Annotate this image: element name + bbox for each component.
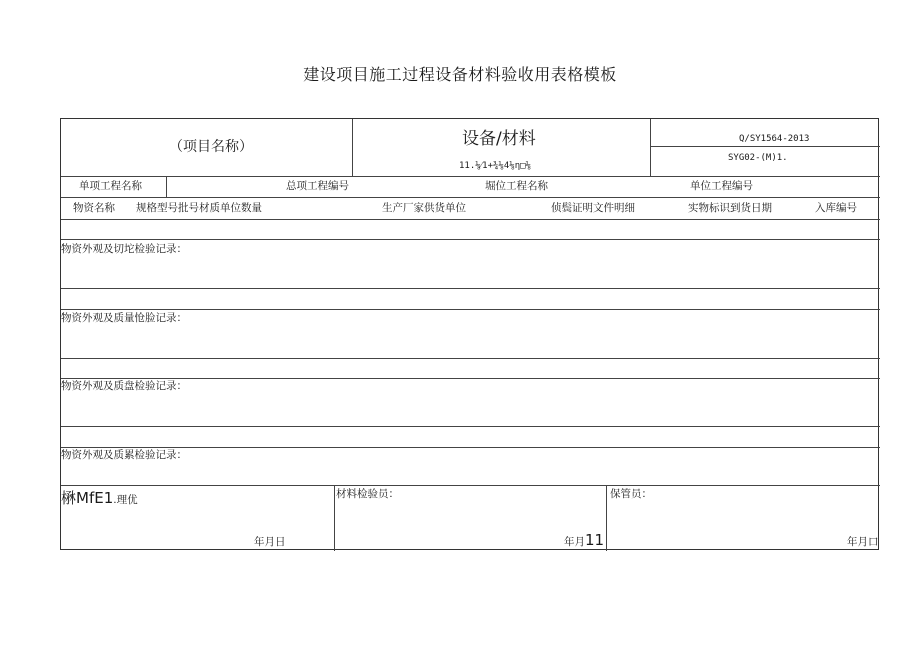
middle-date-text: 年月 [564,536,585,548]
info-col-divider [166,176,167,197]
row-divider [61,219,880,220]
header-col-divider [352,119,353,176]
row-divider [61,447,880,448]
row-divider [61,378,880,379]
left-signature-text: 楙MfE1 [61,489,114,507]
header-divider [650,146,880,147]
certificate-header: 侦鬓证明文件明细 [551,202,635,214]
page-title: 建设项目施工过程设备材料验收用表格模板 [303,65,617,84]
row-divider [61,197,880,198]
inspection-record-label: 物资外观及质量怆脸记录： [61,312,187,324]
row-divider [61,426,880,427]
inspection-record-label: 物资外观及质累检验记录： [61,449,187,461]
unit-project-no-label: 单位工程编号 [690,180,753,192]
row-divider [61,358,880,359]
middle-date [564,531,604,549]
material-inspector-label: 材料检验员： [336,488,399,500]
form-subtitle: 11.⅛⁄1+¾⅛4⅛η□⅛ [459,161,531,171]
row-divider [61,485,880,486]
left-date: 年月日 [254,536,286,548]
middle-date-number: 11 [585,531,605,549]
left-signature [61,489,138,507]
section-project-name-label: 堀位工程名称 [485,180,548,192]
arrival-date-header: 实物标识到货日期 [688,202,772,214]
header-col-divider [650,119,651,176]
general-project-no-label: 总项工程编号 [286,180,349,192]
inspection-record-label: 物资外观及切坨检验记录： [61,243,187,255]
row-divider [61,239,880,240]
project-name: （项目名称） [169,139,253,155]
right-date: 年月口 [847,536,879,548]
row-divider [61,288,880,289]
signature-col-divider [334,485,335,551]
row-divider [61,309,880,310]
spec-quantity-header: 规格型号批号材质单位数量 [136,202,262,214]
sub-project-name-label: 单项工程名称 [79,180,142,192]
left-signature-suffix: .理优 [113,494,138,506]
material-name-header: 物资名称 [73,202,115,214]
manufacturer-header: 生产厂家供货单位 [382,202,466,214]
inspection-record-label: 物资外观及质盘检验记录： [61,380,187,392]
standard-number: Q/SY1564-2013 [739,134,810,144]
acceptance-form [60,118,879,550]
form-code: SYG02-(M)1. [728,153,788,163]
row-divider [61,176,880,177]
form-name: 设备/材料 [462,129,536,149]
signature-col-divider [606,485,607,551]
warehouse-no-header: 入库编号 [815,202,857,214]
storekeeper-label: 保管员： [610,488,652,500]
